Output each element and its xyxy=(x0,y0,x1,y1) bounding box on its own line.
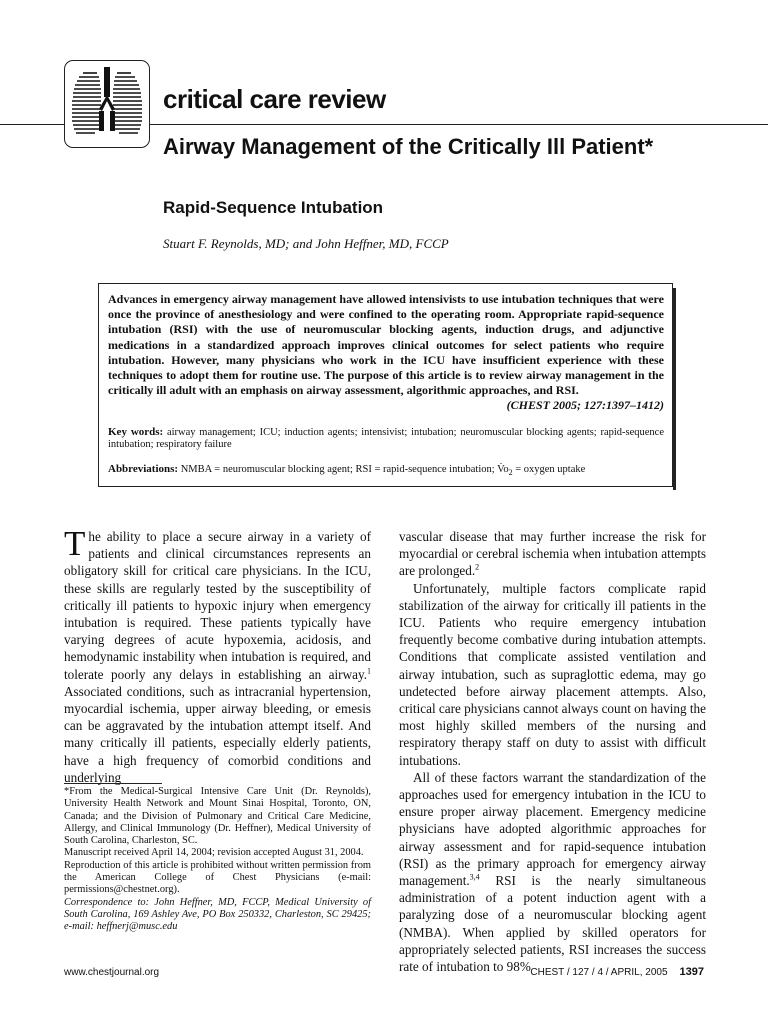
journal-url[interactable]: www.chestjournal.org xyxy=(64,967,160,978)
footnote-correspondence: Correspondence to: John Heffner, MD, FCCP, Medical University of South Carolina, 169 Ashley Ave, PO Box 250332, Charleston, SC 29425; e-mail: heffnerj@musc.edu xyxy=(64,896,371,933)
keywords-label: Key words: xyxy=(108,425,164,438)
body-text: vascular disease that may further increase the risk for myocardial or cerebral ischemia when intubation attempts are prolonged. xyxy=(399,529,706,579)
abstract-box xyxy=(98,283,673,487)
footnotes xyxy=(64,786,371,934)
abbreviations-tail: = oxygen uptake xyxy=(512,463,586,475)
abbreviations xyxy=(108,463,664,476)
article-subtitle: Rapid-Sequence Intubation xyxy=(163,198,384,217)
author-list: Stuart F. Reynolds, MD; and John Heffner, MD, FCCP xyxy=(163,236,449,251)
body-paragraph xyxy=(399,769,706,975)
body-text: Associated conditions, such as intracranial hypertension, myocardial ischemia, upper airway bleeding, or emesis can be aggravated by the intubation attempt itself. And many critically ill patients, especially elderly patients, have a high frequency of comorbid conditions and underlying xyxy=(64,683,371,785)
body-column-left xyxy=(64,524,371,786)
body-paragraph xyxy=(399,528,706,580)
lungs-icon xyxy=(69,65,145,143)
abbreviations-label: Abbreviations: xyxy=(108,462,179,475)
footnote-affiliation: *From the Medical-Surgical Intensive Care Unit (Dr. Reynolds), University Health Network and Mount Sinai Hospital, Toronto, ON, Canada; and the Division of Pulmonary and Critical Care Medicine, Allergy, and Clinical Immunology (Dr. Heffner), Medical University of South Carolina, Charleston, SC. xyxy=(64,786,371,847)
journal-issue-info: CHEST / 127 / 4 / APRIL, 2005 xyxy=(530,967,668,978)
body-column-right xyxy=(399,528,706,975)
keywords xyxy=(108,426,664,452)
abstract-citation: (CHEST 2005; 127:1397–1412) xyxy=(506,398,664,413)
journal-section-title: critical care review xyxy=(163,84,386,114)
drop-cap: T xyxy=(64,524,86,563)
reference-link[interactable]: 3,4 xyxy=(469,872,480,882)
keywords-text: airway management; ICU; induction agents; intensivist; intubation; neuromuscular blocking agents; rapid-sequence intubation; respiratory failure xyxy=(108,426,664,451)
body-paragraph xyxy=(64,524,371,786)
footnote-received: Manuscript received April 14, 2004; revision accepted August 31, 2004. xyxy=(64,847,364,859)
body-paragraph: Unfortunately, multiple factors complicate rapid stabilization of the airway for critically ill patients in the ICU. Patients who require emergency intubation frequently become combative during intubation attempts. Conditions that complicate assisted ventilation and airway intubation, such as supraglottic edema, may go undetected before airway placement attempts. Also, critical care physicians cannot always count on having the most highly skilled members of the nursing and respiratory therapy staff on duty to assist with difficult intubations. xyxy=(399,580,706,768)
footnote-reproduction: Reproduction of this article is prohibited without written permission from the American College of Chest Physicians (e-mail: permissions@chestnet.org). xyxy=(64,859,371,896)
article-title: Airway Management of the Critically Ill Patient* xyxy=(163,134,654,159)
abbreviations-text: NMBA = neuromuscular blocking agent; RSI = rapid-sequence intubation; V̇o xyxy=(180,463,509,475)
abstract-paragraph xyxy=(108,292,664,414)
abstract-text: Advances in emergency airway management have allowed intensivists to use intubation techniques that were once the province of anesthesiology and were confined to the operating room. Appropriate rapid-sequence intubation (RSI) with the use of neuromuscular blocking agents, induction drugs, and adjunctive medications in a standardized approach improves clinical outcomes for select patients who require intubation. However, many physicians who work in the ICU have insufficient experience with these techniques to adopt them for routine use. The purpose of this article is to review airway management in the critically ill adult with an emphasis on airway assessment, algorithmic approaches, and RSI. xyxy=(108,292,664,398)
running-footer xyxy=(530,966,704,978)
body-text: he ability to place a secure airway in a variety of patients and clinical circumstances represents an obligatory skill for critical care physicians. In the ICU, these skills are regularly tested by the susceptibility of critically ill patients to hypoxic injury when emergency intubation is required. These patients typically have varying degrees of acute hypoxemia, acidosis, and hemodynamic instability when intubation is required, and tolerate poorly any delays in establishing an airway. xyxy=(64,529,371,682)
lungs-logo-icon xyxy=(64,60,150,148)
body-text: All of these factors warrant the standardization of the approaches used for emergency intubation in the ICU to ensure proper airway placement. Emergency medicine physicians have adopted algorithmic approaches for airway assessment and for rapid-sequence intubation (RSI) as the primary approach for emergency airway management. xyxy=(399,769,706,889)
body-text: RSI is the nearly simultaneous administration of a potent induction agent with a paralyzing dose of a neuromuscular blocking agent (NMBA). When applied by skilled operators for appropriately selected patients, RSI increases the success rate of intubation to 98% xyxy=(399,873,706,975)
page-number: 1397 xyxy=(679,966,704,978)
reference-link[interactable]: 1 xyxy=(367,666,371,676)
reference-link[interactable]: 2 xyxy=(475,563,480,573)
footnote-rule xyxy=(64,783,162,784)
abbreviations-subscript: 2 xyxy=(508,467,513,477)
